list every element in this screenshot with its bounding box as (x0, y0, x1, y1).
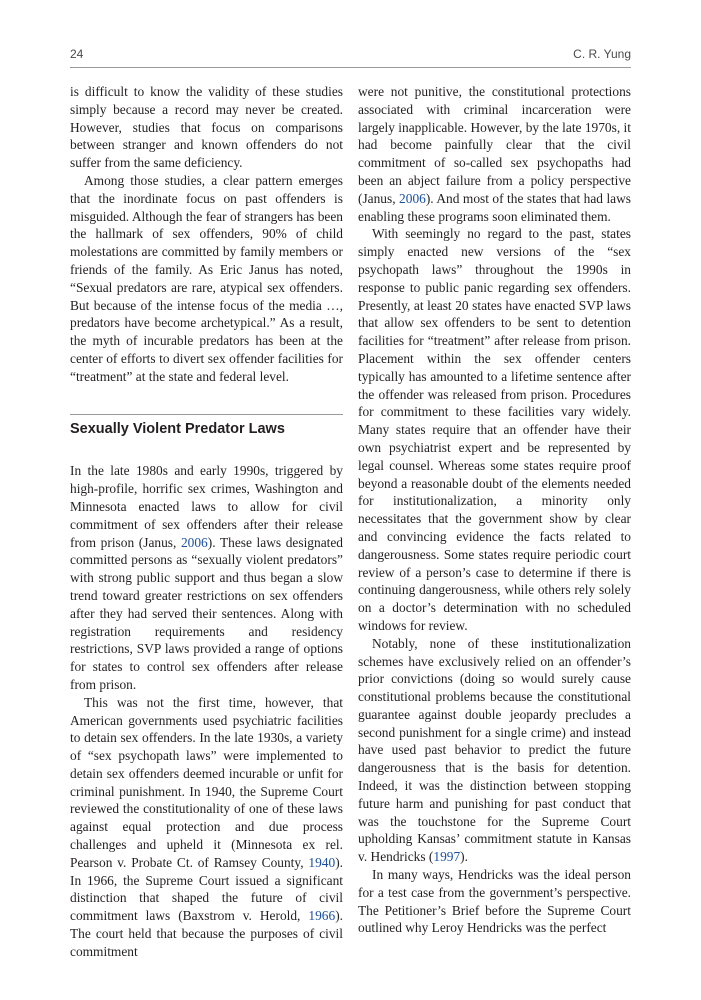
paragraph: Among those studies, a clear pattern emerges that the inordinate focus on past offenders is misguided. Although the fear of strangers has been the hallmark of sex offenders, 90% of child molestations are committed by family members or friends of the family. As Eric Janus has noted, “Sexual predators are rare, atypical sex offenders. But because of the intense focus of the media …, predators have become archetypical.” As a result, the myth of incurable predators has been at the center of efforts to divert sex offender facilities for “treatment” at the state and federal level. (70, 172, 343, 384)
paragraph: In the late 1980s and early 1990s, triggered by high-profile, horrific sex crimes, Washington and Minnesota enacted laws to allow for civil commitment of sex offenders after their release from prison (Janus, 2006). These laws designated committed persons as “sexually violent predators” with strong public support and thus began a slow trend toward greater restrictions on sex offenders after they had served their sentences. Along with registration requirements and residency restrictions, SVP laws provided a range of options for states to control sex offenders after release from prison. (70, 463, 343, 692)
paragraph: is difficult to know the validity of these studies simply because a record may never be created. However, studies that focus on comparisons between stranger and known offenders do not suffer from the same deficiency. (70, 84, 343, 171)
section-rule (70, 414, 343, 415)
paragraph: With seemingly no regard to the past, states simply enacted new versions of the “sex psychopath laws” throughout the 1990s in response to public panic regarding sex offenders. Presently, at least 20 states have enacted SVP laws that allow sex offenders to be sent to detention facilities for “treatment” after release from prison. Placement within the sex offender centers typically has amounted to a lifetime sentence after the offender was released from prison. Procedures for commitment to these facilities vary widely. Many states require that an offender have their own psychiatrist expert and be represented by legal counsel. Whereas some states require proof beyond a reasonable doubt of the elements needed for institutionalization, a minority only necessitates that the government show by clear and convincing evidence the facts related to dangerousness. Some states require periodic court review of a person’s case to determine if there is continuing dangerousness, while others rely solely on a doctor’s determination with no scheduled windows for review. (358, 226, 631, 633)
right-column (358, 83, 631, 937)
paragraph: were not punitive, the constitutional protections associated with criminal incarceration were largely inapplicable. However, by the late 1970s, it had become painfully clear that the civil commitment of so-called sex psychopaths had been an abject failure from a policy perspective (Janus, 2006). And most of the states that had laws enabling these programs soon eliminated them. (358, 84, 631, 224)
citation-link[interactable]: 2006 (180, 534, 208, 550)
left-column (70, 83, 343, 961)
citation-link[interactable]: 1997 (433, 849, 461, 865)
page-header (70, 47, 631, 65)
page-number: 24 (70, 47, 84, 61)
header-rule (70, 67, 631, 68)
paragraph: Notably, none of these institutionalization schemes have exclusively relied on an offender’s prior convictions (doing so would surely cause constitutional problems because the constitutional guarantee against double jeopardy precludes a second punishment for a single crime) and instead have used past behavior to predict the future dangerousness that is the basis for detention. Indeed, it was the distinction between stopping future harm and punishing for past conduct that was the touchstone for the Supreme Court upholding Kansas’ commitment statute in Kansas v. Hendricks (1997). (358, 635, 631, 865)
paragraph: This was not the first time, however, that American governments used psychiatric facilities to detain sex offenders. In the late 1930s, a variety of “sex psychopath laws” were implemented to detain sex offenders deemed incurable or unfit for criminal punishment. In 1940, the Supreme Court reviewed the constitutionality of one of these laws against equal protection and due process challenges and upheld it (Minnesota ex rel. Pearson v. Probate Ct. of Ramsey County, 1940). In 1966, the Supreme Court issued a significant distinction that shaped the future of civil commitment laws (Baxstrom v. Herold, 1966). The court held that because the purposes of civil commitment (70, 694, 343, 959)
paragraph: In many ways, Hendricks was the ideal person for a test case from the government’s perspective. The Petitioner’s Brief before the Supreme Court outlined why Leroy Hendricks was the perfect (358, 867, 631, 936)
citation-link[interactable]: 1966 (308, 908, 336, 924)
section-title: Sexually Violent Predator Laws (70, 420, 285, 437)
running-author: C. R. Yung (573, 47, 631, 61)
citation-link[interactable]: 2006 (399, 190, 426, 206)
citation-link[interactable]: 1940 (308, 854, 336, 870)
